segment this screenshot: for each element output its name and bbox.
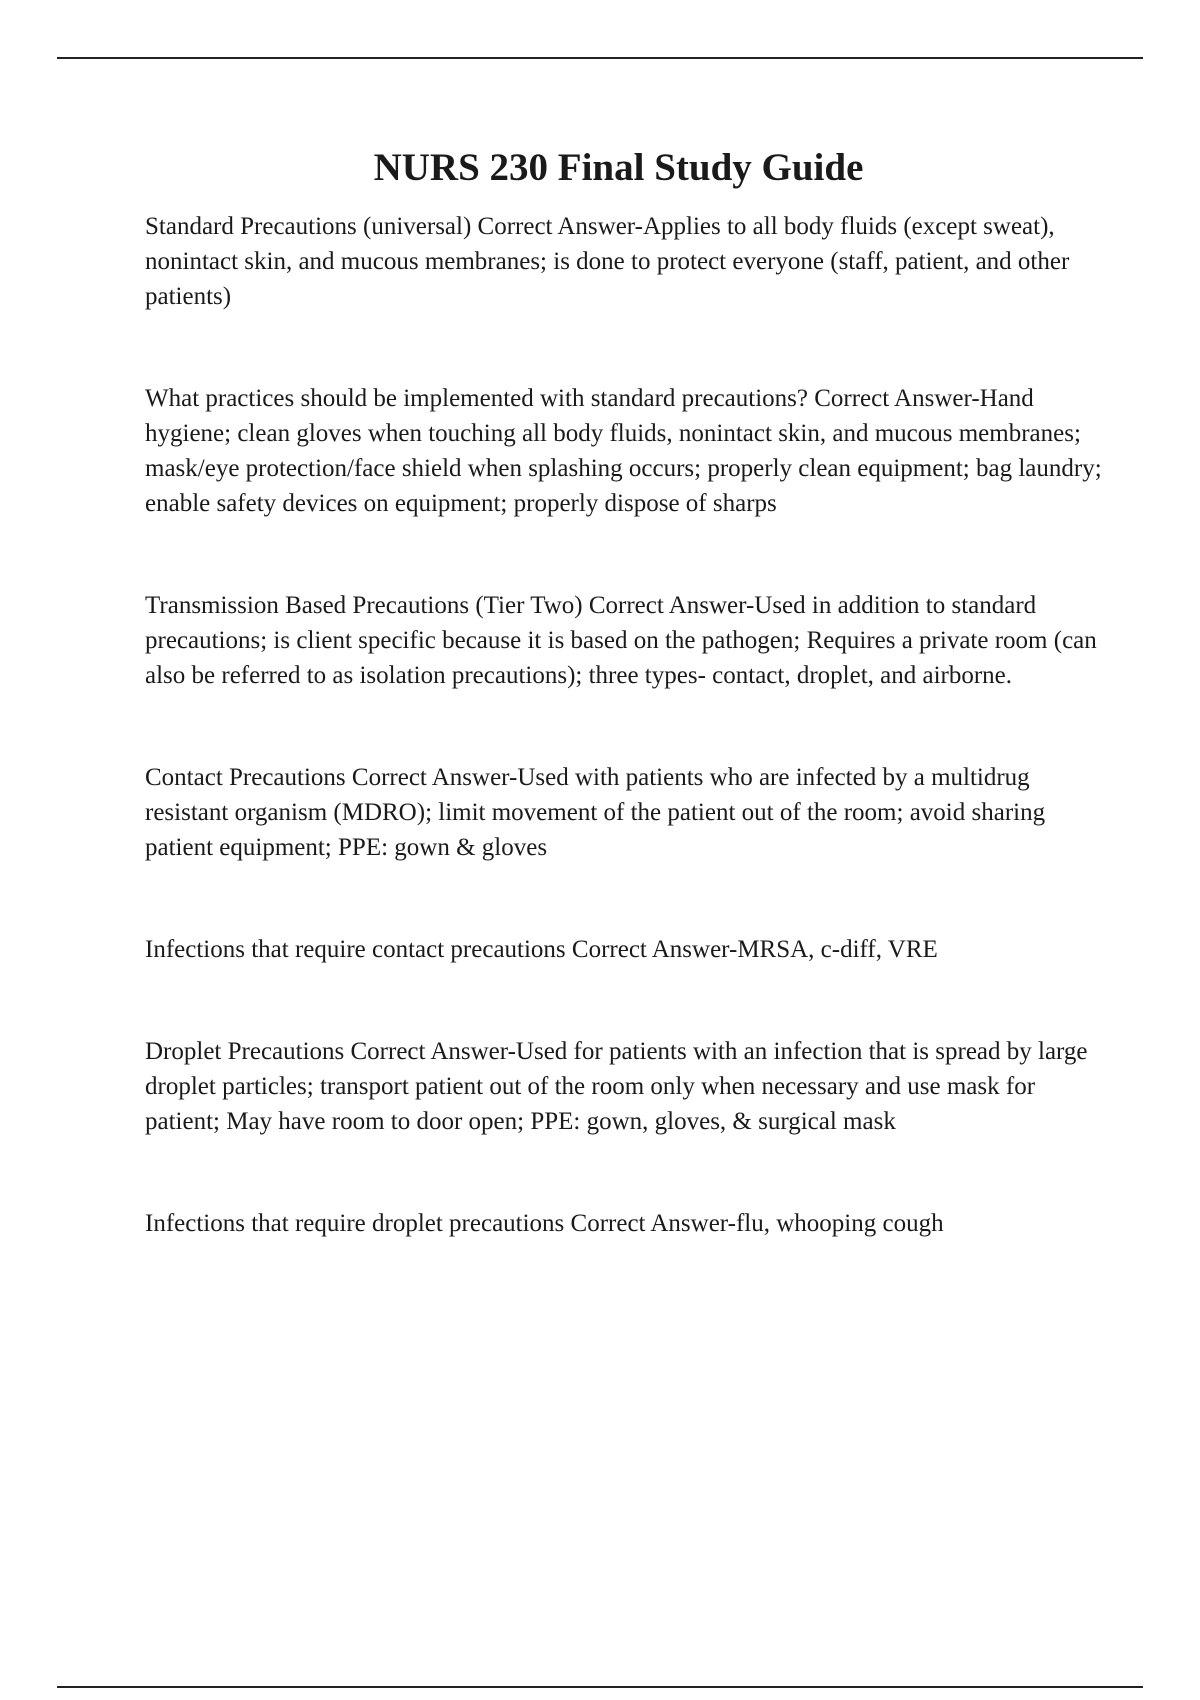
entry-contact-infections: Infections that require contact precautions Correct Answer-MRSA, c-diff, VRE	[145, 936, 938, 963]
study-guide-body	[145, 209, 1105, 1241]
page-title: NURS 230 Final Study Guide	[373, 146, 864, 189]
entry-standard-precaution-practices: What practices should be implemented with standard precautions? Correct Answer-Hand hygiene; clean gloves when touching all body fluids, nonintact skin, and mucous membranes; mask/eye protection/face shield when splashing occurs; properly clean equipment; bag laundry; enable safety devices on equipment; properly dispose of sharps	[145, 385, 1102, 517]
entry-standard-precautions: Standard Precautions (universal) Correct Answer-Applies to all body fluids (except sweat), nonintact skin, and mucous membranes; is done to protect everyone (staff, patient, and other patients)	[145, 213, 1070, 310]
header-divider	[57, 57, 1143, 59]
footer-divider	[57, 1686, 1143, 1688]
entry-transmission-based-precautions: Transmission Based Precautions (Tier Two) Correct Answer-Used in addition to standard precautions; is client specific because it is based on the pathogen; Requires a private room (can also be referred to as isolation precautions); three types- contact, droplet, and airborne.	[145, 592, 1097, 689]
entry-contact-precautions: Contact Precautions Correct Answer-Used with patients who are infected by a multidrug resistant organism (MDRO); limit movement of the patient out of the room; avoid sharing patient equipment; PPE: gown & gloves	[145, 764, 1046, 861]
entry-droplet-infections: Infections that require droplet precautions Correct Answer-flu, whooping cough	[145, 1210, 944, 1237]
entry-droplet-precautions: Droplet Precautions Correct Answer-Used for patients with an infection that is spread by large droplet particles; transport patient out of the room only when necessary and use mask for patient; May have room to door open; PPE: gown, gloves, & surgical mask	[145, 1038, 1088, 1135]
